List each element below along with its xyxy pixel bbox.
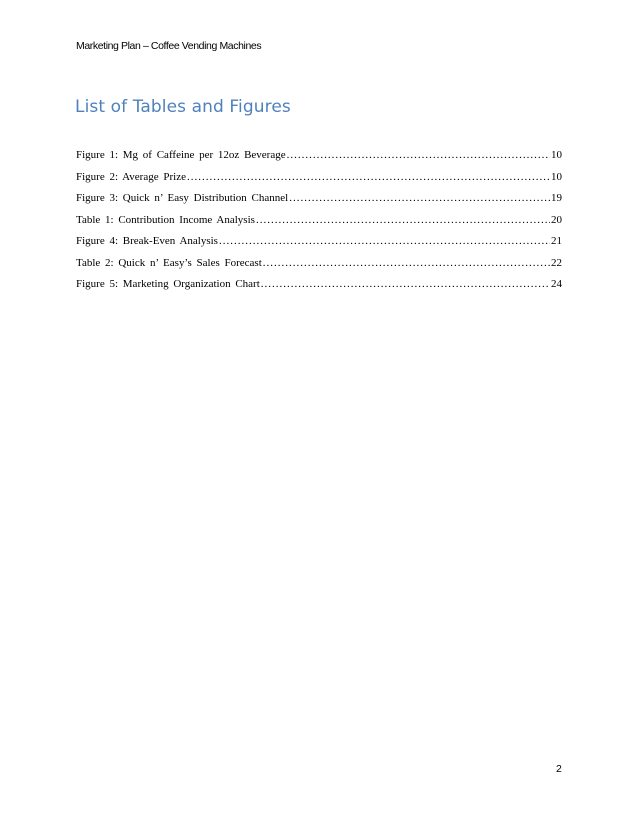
toc-entry-page: 10: [551, 149, 562, 161]
toc-entry-page: 19: [551, 192, 562, 204]
toc-entry-figure-4[interactable]: [76, 235, 562, 257]
page-number: 2: [556, 763, 562, 775]
toc-entry-page: 22: [551, 256, 562, 269]
page-heading: List of Tables and Figures: [75, 97, 291, 117]
list-of-tables-and-figures: [76, 149, 562, 300]
toc-entry-page: 24: [551, 278, 562, 290]
toc-entry-page: 21: [551, 235, 562, 247]
toc-entry-table-1[interactable]: [76, 214, 562, 236]
running-header: Marketing Plan – Coffee Vending Machines: [76, 40, 262, 52]
toc-entry-figure-2[interactable]: [76, 171, 562, 193]
toc-entry-label: Figure 5: Marketing Organization Chart: [76, 278, 260, 290]
toc-entry-label: Figure 3: Quick n’ Easy Distribution Channel: [76, 192, 289, 204]
toc-entry-label: Table 1: Contribution Income Analysis: [76, 213, 255, 226]
dot-leader: [261, 278, 550, 290]
toc-entry-page: 20: [551, 213, 562, 226]
dot-leader: [289, 192, 550, 204]
toc-entry-label: Figure 2: Average Prize: [76, 170, 186, 183]
dot-leader: [256, 214, 550, 226]
toc-entry-label: Figure 1: Mg of Caffeine per 12oz Beverage: [76, 149, 286, 161]
toc-entry-label: Figure 4: Break-Even Analysis: [76, 235, 218, 247]
toc-entry-page: 10: [551, 170, 562, 183]
dot-leader: [287, 149, 550, 161]
dot-leader: [187, 171, 550, 183]
dot-leader: [263, 257, 550, 269]
toc-entry-table-2[interactable]: [76, 257, 562, 279]
toc-entry-label: Table 2: Quick n’ Easy’s Sales Forecast: [76, 256, 262, 269]
toc-entry-figure-5[interactable]: [76, 278, 562, 300]
toc-entry-figure-1[interactable]: [76, 149, 562, 171]
toc-entry-figure-3[interactable]: [76, 192, 562, 214]
dot-leader: [219, 235, 550, 247]
